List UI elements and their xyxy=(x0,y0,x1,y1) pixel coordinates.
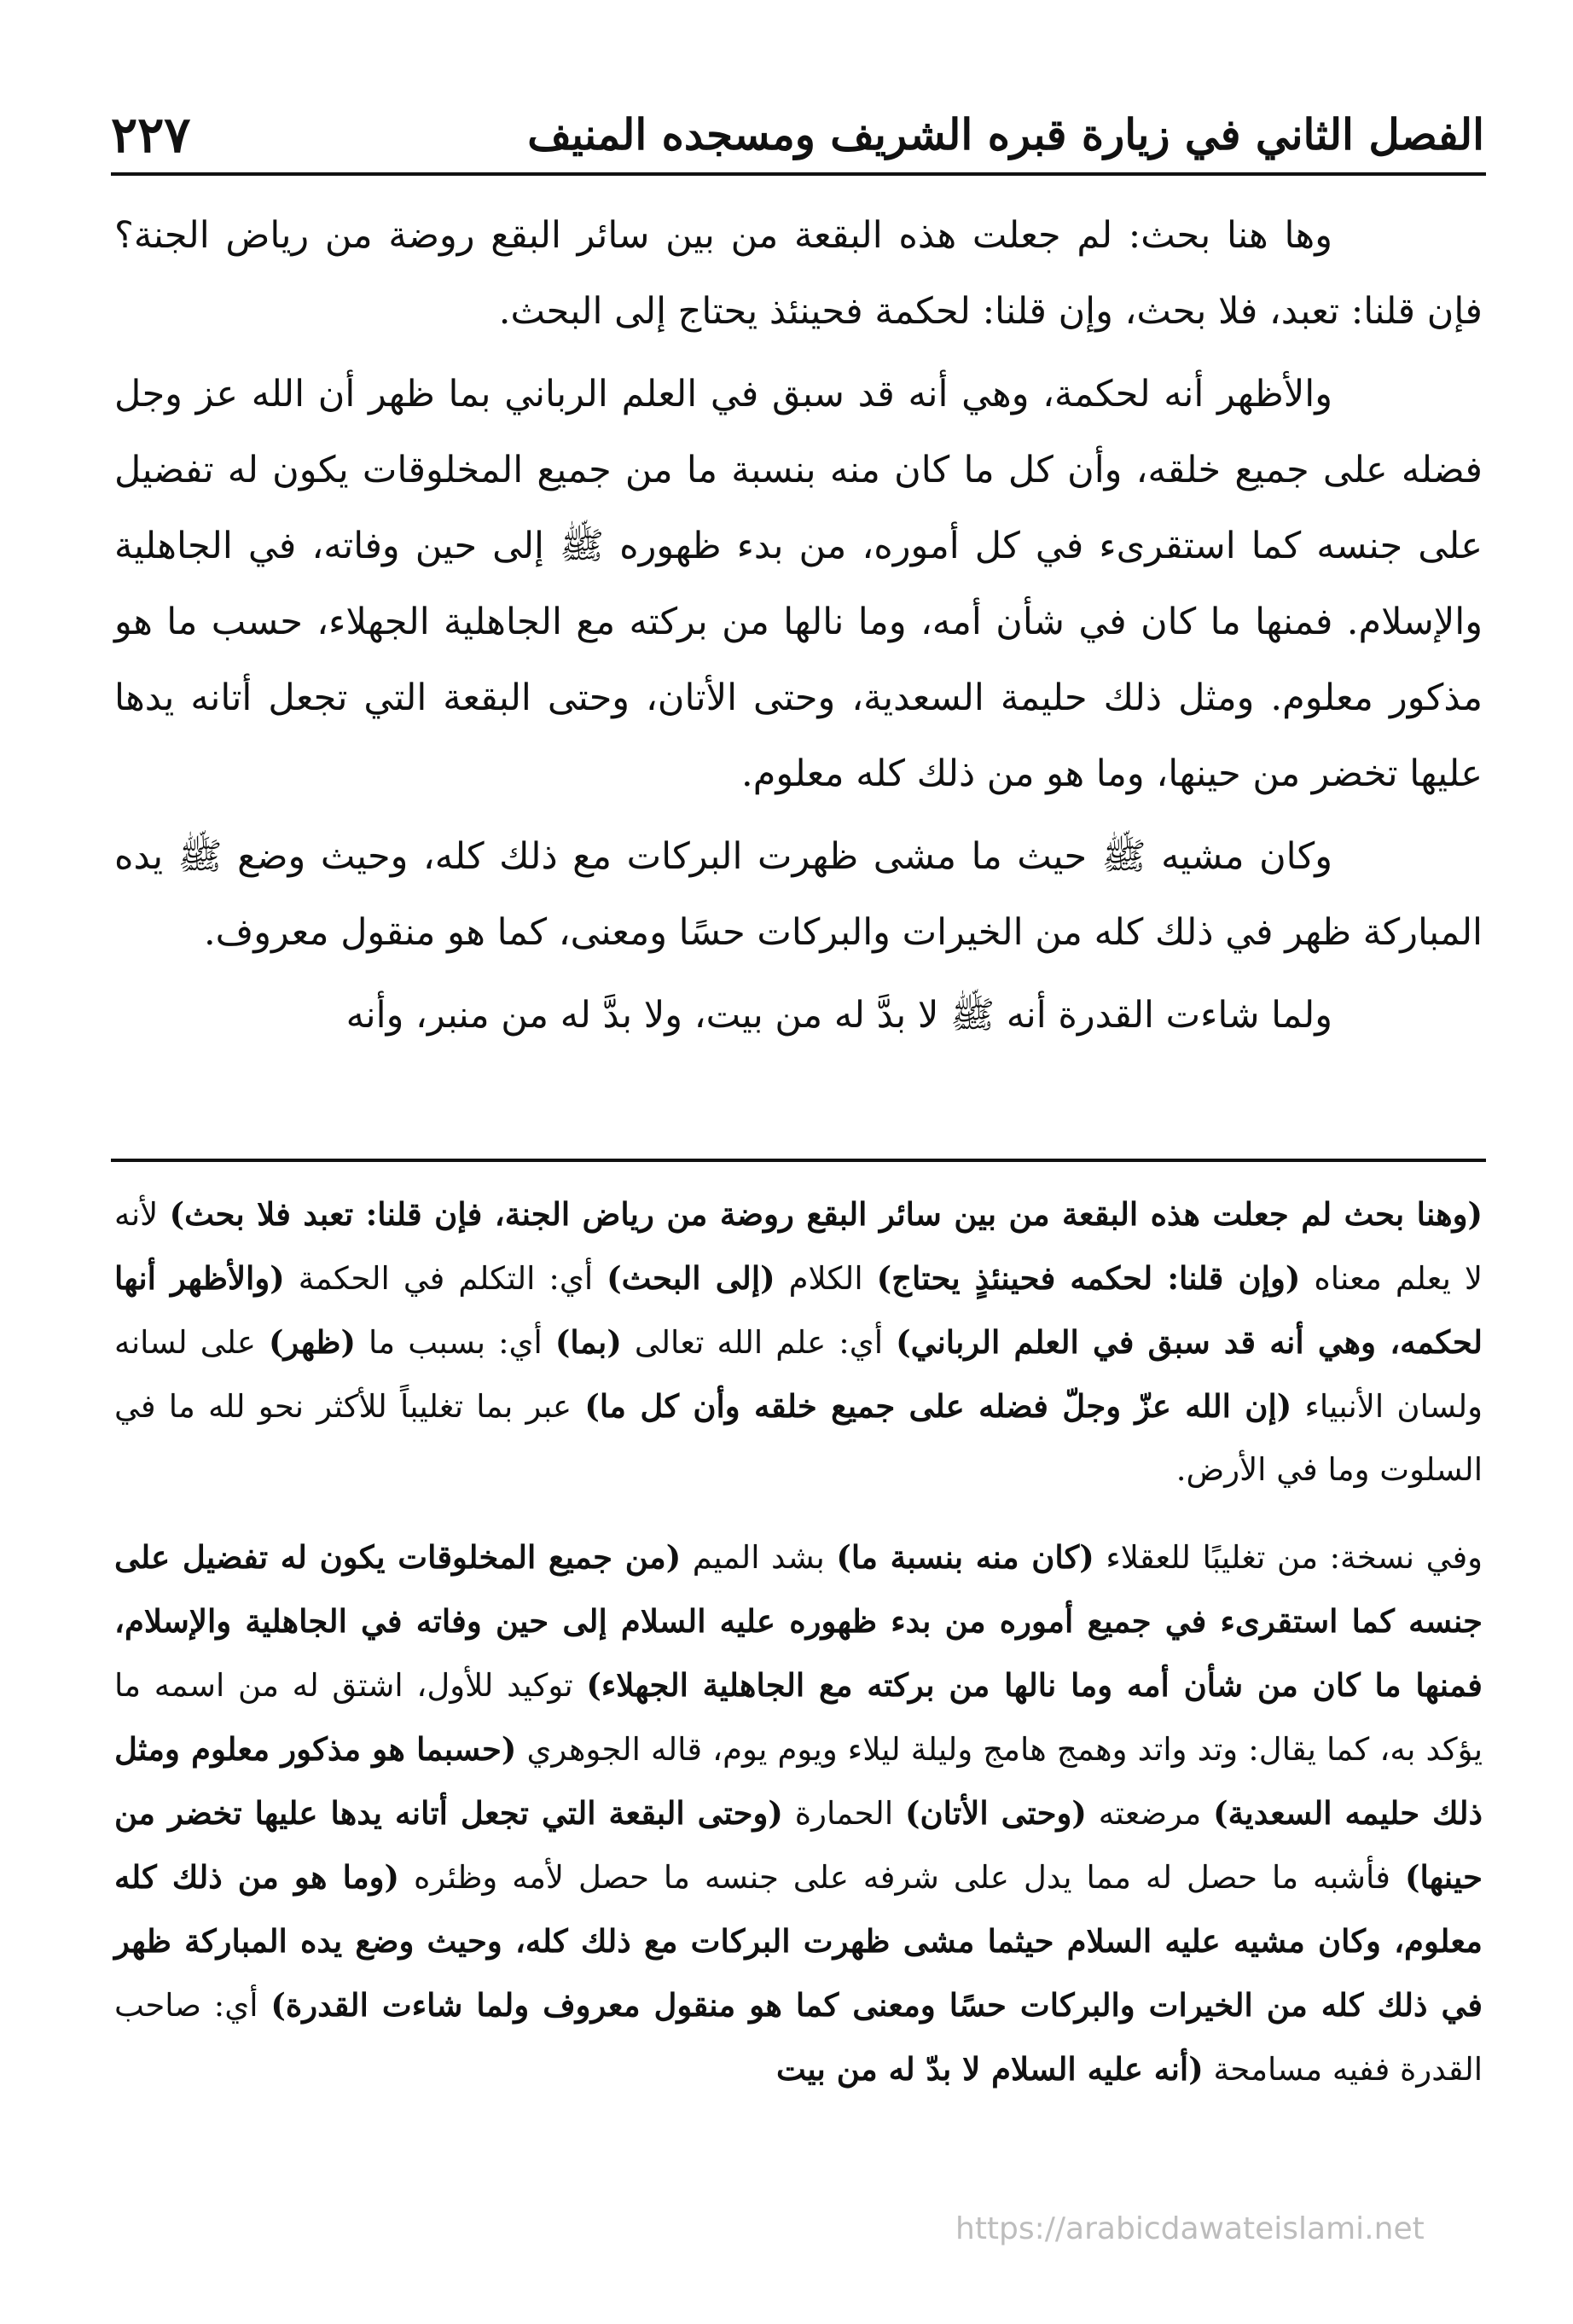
commentary-note: أي: صاحب القدرة ففيه مسامحة xyxy=(114,1987,1483,2088)
commentary-note: على لسانه ولسان الأنبياء xyxy=(114,1324,1483,1425)
commentary-paragraph-1 xyxy=(114,1182,1483,1502)
commentary-quote: (وحتى البقعة التي تجعل أتانه يدها عليها تخضر من حينها) xyxy=(114,1794,1483,1896)
commentary-quote: (والأظهر أنها لحكمه، وهي أنه قد سبق في العلم الرباني) xyxy=(114,1259,1483,1361)
commentary-paragraph-2 xyxy=(114,1525,1483,2101)
commentary-quote: (وإن قلنا: لحكمه فحينئذٍ يحتاج) xyxy=(876,1259,1301,1297)
commentary-note: عبر بما تغليباً للأكثر نحو لله ما في السلوت وما في الأرض. xyxy=(114,1388,1483,1488)
commentary-note: الحمارة xyxy=(782,1795,905,1832)
commentary-note: أي: علم الله تعالى xyxy=(621,1324,897,1361)
watermark-url: https://arabicdawateislami.net xyxy=(955,2211,1425,2246)
main-paragraph-2: والأظهر أنه لحكمة، وهي أنه قد سبق في العلم الرباني بما ظهر أن الله عز وجل فضله على جميع خلقه، وأن كل ما كان منه بنسبة ما من جميع المخلوقات يكون له تفضيل على جنسه كما استقرىء في كل أموره، من بدء ظهوره ﷺ إلى حين وفاته، في الجاهلية والإسلام. فمنها ما كان في شأن أمه، وما نالها من بركته مع الجاهلية الجهلاء، حسب ما هو مذكور معلوم. ومثل ذلك حليمة السعدية، وحتى الأتان، وحتى البقعة التي تجعل أتانه يدها عليها تخضر من حينها، وما هو من ذلك كله معلوم. xyxy=(114,373,1483,795)
main-paragraph-4: ولما شاءت القدرة أنه ﷺ لا بدَّ له من بيت، ولا بدَّ له من منبر، وأنه xyxy=(345,994,1332,1037)
commentary xyxy=(114,1182,1483,2101)
commentary-quote: (وحتى الأتان) xyxy=(904,1794,1087,1832)
commentary-note: فأشبه ما حصل له مما يدل على شرفه على جنسه ما حصل لأمه وظئره xyxy=(399,1859,1405,1896)
commentary-quote: (بما) xyxy=(554,1323,622,1361)
commentary-quote: (أنه عليه السلام لا بدّ له من بيت xyxy=(776,2050,1204,2088)
commentary-quote: (كان منه بنسبة ما) xyxy=(836,1538,1094,1576)
main-paragraph-1: وها هنا بحث: لم جعلت هذه البقعة من بين سائر البقع روضة من رياض الجنة؟ فإن قلنا: تعبد، فلا بحث، وإن قلنا: لحكمة فحينئذ يحتاج إلى البحث. xyxy=(114,214,1483,333)
commentary-note: لأنه لا يعلم معناه xyxy=(114,1196,1483,1297)
page-number: ٢٢٧ xyxy=(111,106,191,164)
commentary-quote: (ظهر) xyxy=(269,1323,356,1361)
main-paragraph-3: وكان مشيه ﷺ حيث ما مشى ظهرت البركات مع ذلك كله، وحيث وضع ﷺ يده المباركة ظهر في ذلك كله من الخيرات والبركات حسًا ومعنى، كما هو منقول معروف. xyxy=(114,835,1483,954)
commentary-divider xyxy=(111,1159,1486,1162)
commentary-quote: (إن الله عزّ وجلّ فضله على جميع خلقه وأن كل ما) xyxy=(584,1387,1292,1425)
running-title: الفصل الثاني في زيارة قبره الشريف ومسجده المنيف xyxy=(527,109,1484,160)
commentary-note: أي: التكلم في الحكمة xyxy=(284,1260,607,1297)
commentary-note: الكلام xyxy=(775,1260,877,1297)
commentary-quote: (إلى البحث) xyxy=(607,1259,775,1297)
commentary-quote: (حسبما هو مذكور معلوم ومثل ذلك حليمه السعدية) xyxy=(114,1730,1483,1832)
commentary-note: وفي نسخة: من تغليبًا للعقلاء xyxy=(1094,1539,1483,1576)
commentary-quote: (وما هو من ذلك كله معلوم، وكان مشيه عليه السلام حيثما مشى ظهرت البركات مع ذلك كله، وحيث وضع يده المباركة ظهر في ذلك كله من الخيرات والبركات حسًا ومعنى كما هو منقول معروف ولما شاءت القدرة) xyxy=(114,1858,1483,2024)
page-header xyxy=(111,101,1484,169)
commentary-note: توكيد للأول، اشتق له من اسمه ما يؤكد به، كما يقال: وتد واتد وهمج هامج وليلة ليلاء ويوم يوم، قاله الجوهري xyxy=(114,1667,1483,1768)
commentary-quote: (من جميع المخلوقات يكون له تفضيل على جنسه كما استقرىء في جميع أموره من بدء ظهوره عليه السلام إلى حين وفاته في الجاهلية والإسلام، فمنها ما كان من شأن أمه وما نالها من بركته مع الجاهلية الجهلاء) xyxy=(114,1538,1483,1704)
commentary-note: أي: بسبب ما xyxy=(355,1324,555,1361)
commentary-note: بشد الميم xyxy=(681,1539,837,1576)
header-divider xyxy=(111,172,1486,176)
commentary-note: مرضعته xyxy=(1086,1795,1214,1832)
main-text xyxy=(114,198,1483,1054)
commentary-quote: (وهنا بحث لم جعلت هذه البقعة من بين سائر البقع روضة من رياض الجنة، فإن قلنا: تعبد فلا بحث) xyxy=(169,1195,1483,1233)
